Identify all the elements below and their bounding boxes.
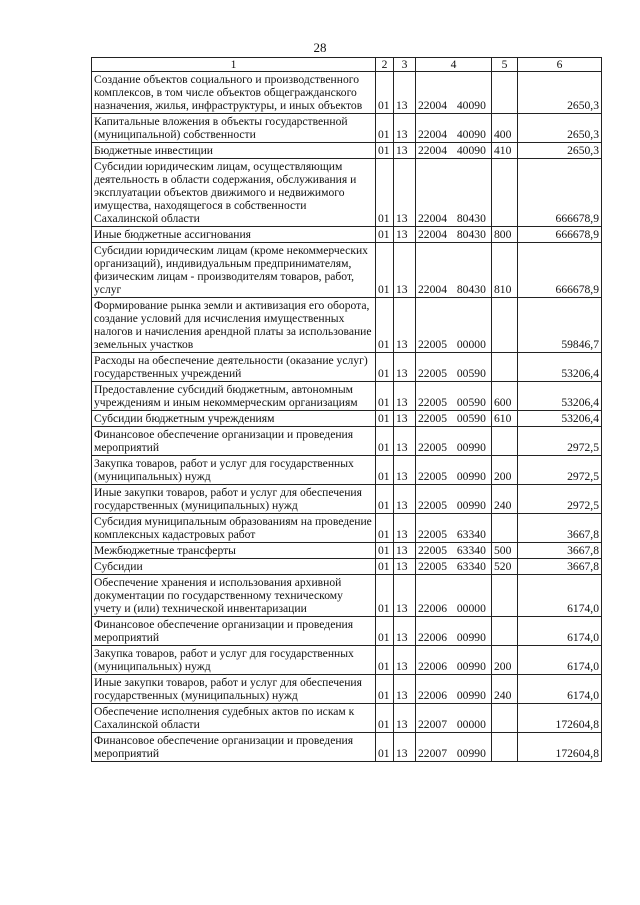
row-expense-type-cell bbox=[492, 733, 518, 762]
table-row bbox=[92, 543, 602, 559]
row-expense-type-cell bbox=[492, 353, 518, 382]
row-amount-cell: 2650,3 bbox=[518, 143, 602, 159]
row-expense-type-cell: 810 bbox=[492, 243, 518, 298]
row-section-cell: 01 bbox=[376, 575, 394, 617]
row-section-cell: 01 bbox=[376, 617, 394, 646]
row-subsection-cell: 13 bbox=[394, 382, 416, 411]
row-name-cell: Межбюджетные трансферты bbox=[92, 543, 376, 559]
row-expense-type-cell: 500 bbox=[492, 543, 518, 559]
row-expense-type-cell: 800 bbox=[492, 227, 518, 243]
row-expense-type-cell: 400 bbox=[492, 114, 518, 143]
row-amount-cell: 2650,3 bbox=[518, 72, 602, 114]
row-amount-cell: 172604,8 bbox=[518, 733, 602, 762]
row-name-cell: Формирование рынка земли и активизация его оборота, создание условий для исчисления имущественных налогов и начисления арендной платы за использование земельных участков bbox=[92, 298, 376, 353]
row-expense-type-cell bbox=[492, 159, 518, 227]
row-amount-cell: 2972,5 bbox=[518, 427, 602, 456]
row-amount-cell: 6174,0 bbox=[518, 646, 602, 675]
row-target-article-cell: 22007 00990 bbox=[416, 733, 492, 762]
row-section-cell: 01 bbox=[376, 243, 394, 298]
table-row bbox=[92, 617, 602, 646]
row-target-article-cell: 22005 00590 bbox=[416, 411, 492, 427]
row-section-cell: 01 bbox=[376, 704, 394, 733]
row-name-cell: Закупка товаров, работ и услуг для государственных (муниципальных) нужд bbox=[92, 456, 376, 485]
row-amount-cell: 666678,9 bbox=[518, 227, 602, 243]
row-subsection-cell: 13 bbox=[394, 543, 416, 559]
row-name-cell: Финансовое обеспечение организации и проведения мероприятий bbox=[92, 733, 376, 762]
table-row bbox=[92, 646, 602, 675]
row-subsection-cell: 13 bbox=[394, 575, 416, 617]
row-target-article-cell: 22007 00000 bbox=[416, 704, 492, 733]
row-amount-cell: 172604,8 bbox=[518, 704, 602, 733]
row-expense-type-cell bbox=[492, 617, 518, 646]
row-target-article-cell: 22005 63340 bbox=[416, 514, 492, 543]
row-expense-type-cell bbox=[492, 514, 518, 543]
row-target-article-cell: 22005 00590 bbox=[416, 353, 492, 382]
row-expense-type-cell bbox=[492, 72, 518, 114]
column-header: 1 bbox=[92, 58, 376, 72]
row-name-cell: Субсидии юридическим лицам, осуществляющим деятельность в области содержания, обслуживания и эксплуатации объектов движимого и недвижимого имущества, находящегося в собственности Сахалинской области bbox=[92, 159, 376, 227]
row-section-cell: 01 bbox=[376, 382, 394, 411]
row-name-cell: Обеспечение исполнения судебных актов по искам к Сахалинской области bbox=[92, 704, 376, 733]
row-target-article-cell: 22006 00000 bbox=[416, 575, 492, 617]
row-name-cell: Расходы на обеспечение деятельности (оказание услуг) государственных учреждений bbox=[92, 353, 376, 382]
table-row bbox=[92, 143, 602, 159]
row-name-cell: Иные закупки товаров, работ и услуг для обеспечения государственных (муниципальных) нужд bbox=[92, 485, 376, 514]
row-subsection-cell: 13 bbox=[394, 72, 416, 114]
row-subsection-cell: 13 bbox=[394, 298, 416, 353]
row-section-cell: 01 bbox=[376, 675, 394, 704]
table-row bbox=[92, 575, 602, 617]
row-name-cell: Бюджетные инвестиции bbox=[92, 143, 376, 159]
row-subsection-cell: 13 bbox=[394, 675, 416, 704]
page-number: 28 bbox=[313, 40, 327, 55]
row-subsection-cell: 13 bbox=[394, 353, 416, 382]
row-amount-cell: 53206,4 bbox=[518, 411, 602, 427]
row-name-cell: Создание объектов социального и производственного комплексов, в том числе объектов общегражданского назначения, жилья, инфраструктуры, и иных объектов bbox=[92, 72, 376, 114]
row-target-article-cell: 22004 40090 bbox=[416, 72, 492, 114]
row-expense-type-cell: 200 bbox=[492, 646, 518, 675]
row-section-cell: 01 bbox=[376, 411, 394, 427]
table-row bbox=[92, 704, 602, 733]
row-name-cell: Капитальные вложения в объекты государственной (муниципальной) собственности bbox=[92, 114, 376, 143]
row-subsection-cell: 13 bbox=[394, 485, 416, 514]
row-name-cell: Субсидия муниципальным образованиям на проведение комплексных кадастровых работ bbox=[92, 514, 376, 543]
budget-table bbox=[91, 57, 602, 762]
row-target-article-cell: 22005 00000 bbox=[416, 298, 492, 353]
table-row bbox=[92, 514, 602, 543]
table-row bbox=[92, 159, 602, 227]
row-subsection-cell: 13 bbox=[394, 704, 416, 733]
row-target-article-cell: 22005 63340 bbox=[416, 543, 492, 559]
row-name-cell: Иные бюджетные ассигнования bbox=[92, 227, 376, 243]
table-row bbox=[92, 485, 602, 514]
row-section-cell: 01 bbox=[376, 72, 394, 114]
row-target-article-cell: 22005 00990 bbox=[416, 456, 492, 485]
table-row bbox=[92, 675, 602, 704]
row-target-article-cell: 22006 00990 bbox=[416, 617, 492, 646]
row-name-cell: Субсидии bbox=[92, 559, 376, 575]
row-name-cell: Финансовое обеспечение организации и проведения мероприятий bbox=[92, 617, 376, 646]
row-section-cell: 01 bbox=[376, 646, 394, 675]
row-section-cell: 01 bbox=[376, 514, 394, 543]
row-subsection-cell: 13 bbox=[394, 514, 416, 543]
row-section-cell: 01 bbox=[376, 114, 394, 143]
row-amount-cell: 59846,7 bbox=[518, 298, 602, 353]
table-header-row bbox=[92, 58, 602, 72]
row-amount-cell: 53206,4 bbox=[518, 353, 602, 382]
row-target-article-cell: 22004 80430 bbox=[416, 227, 492, 243]
row-target-article-cell: 22005 00990 bbox=[416, 485, 492, 514]
row-amount-cell: 6174,0 bbox=[518, 575, 602, 617]
table-row bbox=[92, 72, 602, 114]
row-subsection-cell: 13 bbox=[394, 411, 416, 427]
row-name-cell: Закупка товаров, работ и услуг для государственных (муниципальных) нужд bbox=[92, 646, 376, 675]
row-target-article-cell: 22004 80430 bbox=[416, 243, 492, 298]
row-amount-cell: 3667,8 bbox=[518, 559, 602, 575]
row-expense-type-cell: 200 bbox=[492, 456, 518, 485]
row-expense-type-cell: 240 bbox=[492, 675, 518, 704]
table-row bbox=[92, 298, 602, 353]
row-subsection-cell: 13 bbox=[394, 143, 416, 159]
row-section-cell: 01 bbox=[376, 227, 394, 243]
row-name-cell: Иные закупки товаров, работ и услуг для обеспечения государственных (муниципальных) нужд bbox=[92, 675, 376, 704]
row-target-article-cell: 22005 00990 bbox=[416, 427, 492, 456]
table-row bbox=[92, 353, 602, 382]
row-target-article-cell: 22004 80430 bbox=[416, 159, 492, 227]
row-subsection-cell: 13 bbox=[394, 456, 416, 485]
row-subsection-cell: 13 bbox=[394, 227, 416, 243]
row-expense-type-cell bbox=[492, 427, 518, 456]
row-amount-cell: 2972,5 bbox=[518, 456, 602, 485]
column-header: 4 bbox=[416, 58, 492, 72]
table-row bbox=[92, 382, 602, 411]
row-subsection-cell: 13 bbox=[394, 427, 416, 456]
row-expense-type-cell: 520 bbox=[492, 559, 518, 575]
row-amount-cell: 6174,0 bbox=[518, 675, 602, 704]
table-row bbox=[92, 427, 602, 456]
column-header: 2 bbox=[376, 58, 394, 72]
row-subsection-cell: 13 bbox=[394, 159, 416, 227]
table-row bbox=[92, 733, 602, 762]
row-expense-type-cell bbox=[492, 298, 518, 353]
row-subsection-cell: 13 bbox=[394, 243, 416, 298]
row-amount-cell: 53206,4 bbox=[518, 382, 602, 411]
row-section-cell: 01 bbox=[376, 733, 394, 762]
row-amount-cell: 2972,5 bbox=[518, 485, 602, 514]
row-section-cell: 01 bbox=[376, 298, 394, 353]
row-target-article-cell: 22006 00990 bbox=[416, 675, 492, 704]
row-section-cell: 01 bbox=[376, 456, 394, 485]
column-header: 6 bbox=[518, 58, 602, 72]
table-row bbox=[92, 114, 602, 143]
row-subsection-cell: 13 bbox=[394, 617, 416, 646]
row-expense-type-cell: 410 bbox=[492, 143, 518, 159]
table-body bbox=[92, 72, 602, 762]
row-amount-cell: 3667,8 bbox=[518, 514, 602, 543]
table-row bbox=[92, 559, 602, 575]
row-target-article-cell: 22006 00990 bbox=[416, 646, 492, 675]
row-amount-cell: 3667,8 bbox=[518, 543, 602, 559]
row-expense-type-cell: 240 bbox=[492, 485, 518, 514]
row-section-cell: 01 bbox=[376, 143, 394, 159]
row-amount-cell: 666678,9 bbox=[518, 159, 602, 227]
row-expense-type-cell bbox=[492, 704, 518, 733]
table-row bbox=[92, 411, 602, 427]
table-row bbox=[92, 243, 602, 298]
row-amount-cell: 2650,3 bbox=[518, 114, 602, 143]
row-name-cell: Обеспечение хранения и использования архивной документации по государственному техническому учету и (или) технической инвентаризации bbox=[92, 575, 376, 617]
row-name-cell: Субсидии бюджетным учреждениям bbox=[92, 411, 376, 427]
row-target-article-cell: 22005 63340 bbox=[416, 559, 492, 575]
row-subsection-cell: 13 bbox=[394, 559, 416, 575]
row-expense-type-cell: 610 bbox=[492, 411, 518, 427]
row-section-cell: 01 bbox=[376, 485, 394, 514]
row-expense-type-cell: 600 bbox=[492, 382, 518, 411]
row-section-cell: 01 bbox=[376, 353, 394, 382]
row-name-cell: Субсидии юридическим лицам (кроме некоммерческих организаций), индивидуальным предпринимателям, физическим лицам - производителям товаров, работ, услуг bbox=[92, 243, 376, 298]
row-amount-cell: 666678,9 bbox=[518, 243, 602, 298]
row-expense-type-cell bbox=[492, 575, 518, 617]
row-target-article-cell: 22005 00590 bbox=[416, 382, 492, 411]
row-section-cell: 01 bbox=[376, 427, 394, 456]
column-header: 3 bbox=[394, 58, 416, 72]
row-subsection-cell: 13 bbox=[394, 733, 416, 762]
row-section-cell: 01 bbox=[376, 159, 394, 227]
table-row bbox=[92, 227, 602, 243]
row-amount-cell: 6174,0 bbox=[518, 617, 602, 646]
row-name-cell: Предоставление субсидий бюджетным, автономным учреждениям и иным некоммерческим организациям bbox=[92, 382, 376, 411]
row-section-cell: 01 bbox=[376, 543, 394, 559]
row-target-article-cell: 22004 40090 bbox=[416, 143, 492, 159]
row-target-article-cell: 22004 40090 bbox=[416, 114, 492, 143]
row-name-cell: Финансовое обеспечение организации и проведения мероприятий bbox=[92, 427, 376, 456]
row-subsection-cell: 13 bbox=[394, 114, 416, 143]
row-section-cell: 01 bbox=[376, 559, 394, 575]
table-row bbox=[92, 456, 602, 485]
row-subsection-cell: 13 bbox=[394, 646, 416, 675]
column-header: 5 bbox=[492, 58, 518, 72]
